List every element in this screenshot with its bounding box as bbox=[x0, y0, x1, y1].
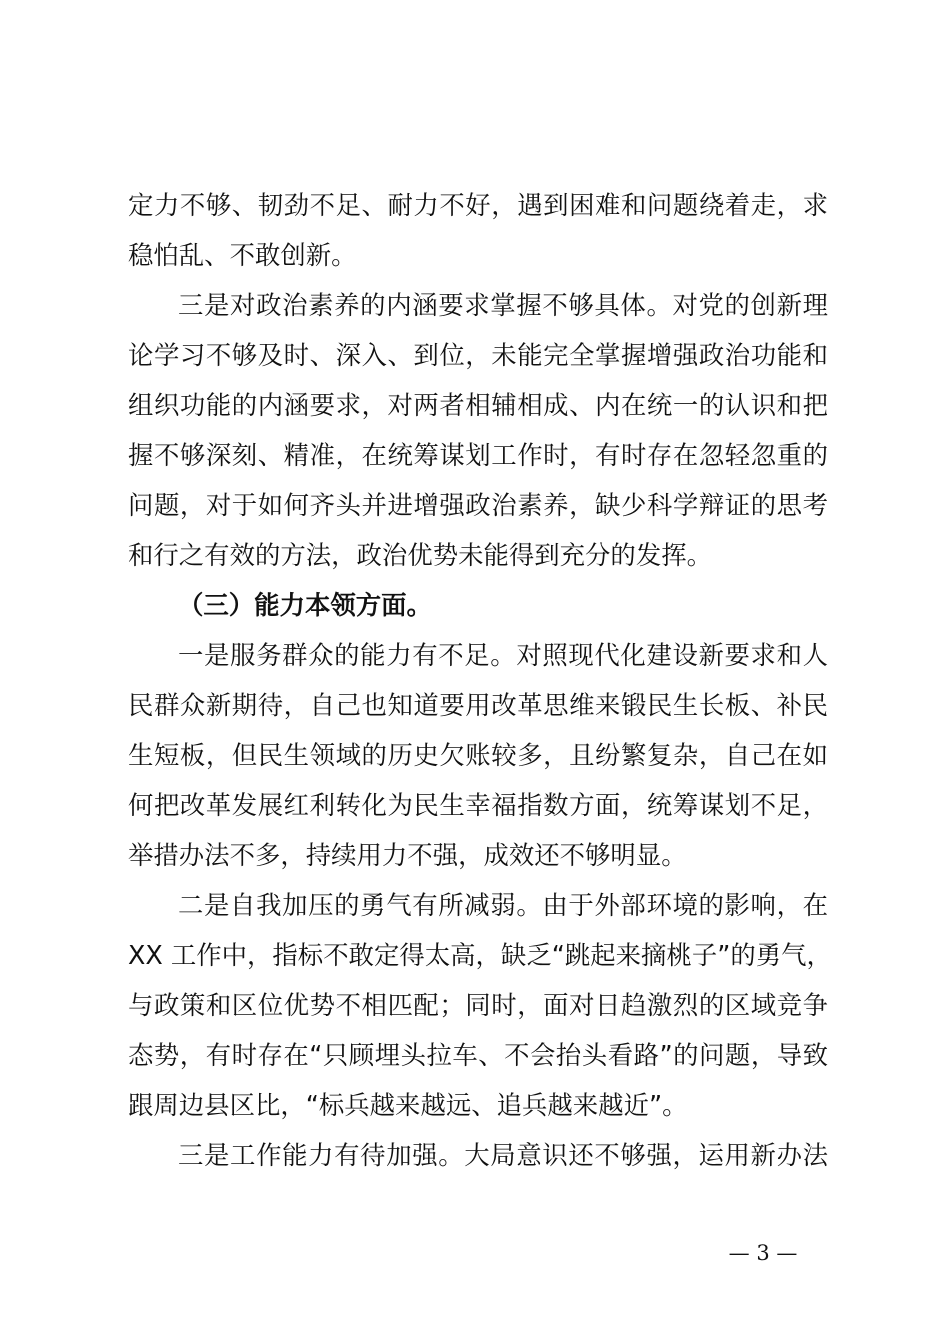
text-line: 一是服务群众的能力有不足。对照现代化建设新要求和人 bbox=[178, 640, 828, 670]
page-number: — 3 — bbox=[728, 1241, 798, 1265]
text-line: 三是对政治素养的内涵要求掌握不够具体。对党的创新理 bbox=[178, 290, 828, 320]
text-line: 论学习不够及时、深入、到位，未能完全掌握增强政治功能和 bbox=[128, 340, 828, 370]
text-line: 和行之有效的方法，政治优势未能得到充分的发挥。 bbox=[128, 540, 712, 570]
text-line: 跟周边县区比，“标兵越来越远、追兵越来越近”。 bbox=[128, 1090, 688, 1120]
text-line: 生短板，但民生领域的历史欠账较多，且纷繁复杂，自己在如 bbox=[128, 740, 828, 770]
text-line: 态势，有时存在“只顾埋头拉车、不会抬头看路”的问题，导致 bbox=[128, 1040, 828, 1070]
text-line: 与政策和区位优势不相匹配；同时，面对日趋激烈的区域竞争 bbox=[128, 990, 828, 1020]
text-line: 握不够深刻、精准，在统筹谋划工作时，有时存在忽轻忽重的 bbox=[128, 440, 828, 470]
text-line: 定力不够、韧劲不足、耐力不好，遇到困难和问题绕着走，求 bbox=[128, 190, 828, 220]
section-heading: （三）能力本领方面。 bbox=[178, 590, 432, 620]
text-line: 组织功能的内涵要求，对两者相辅相成、内在统一的认识和把 bbox=[128, 390, 828, 420]
text-line: 稳怕乱、不敢创新。 bbox=[128, 240, 357, 270]
text-line: 何把改革发展红利转化为民生幸福指数方面，统筹谋划不足， bbox=[128, 790, 828, 820]
text-line: 二是自我加压的勇气有所减弱。由于外部环境的影响，在 bbox=[178, 890, 828, 920]
text-line: 三是工作能力有待加强。大局意识还不够强，运用新办法 bbox=[178, 1140, 828, 1170]
text-line: XX 工作中，指标不敢定得太高，缺乏“跳起来摘桃子”的勇气， bbox=[128, 940, 832, 970]
text-line: 问题，对于如何齐头并进增强政治素养，缺少科学辩证的思考 bbox=[128, 490, 828, 520]
text-line: 民群众新期待，自己也知道要用改革思维来锻民生长板、补民 bbox=[128, 690, 828, 720]
text-line: 举措办法不多，持续用力不强，成效还不够明显。 bbox=[128, 840, 687, 870]
